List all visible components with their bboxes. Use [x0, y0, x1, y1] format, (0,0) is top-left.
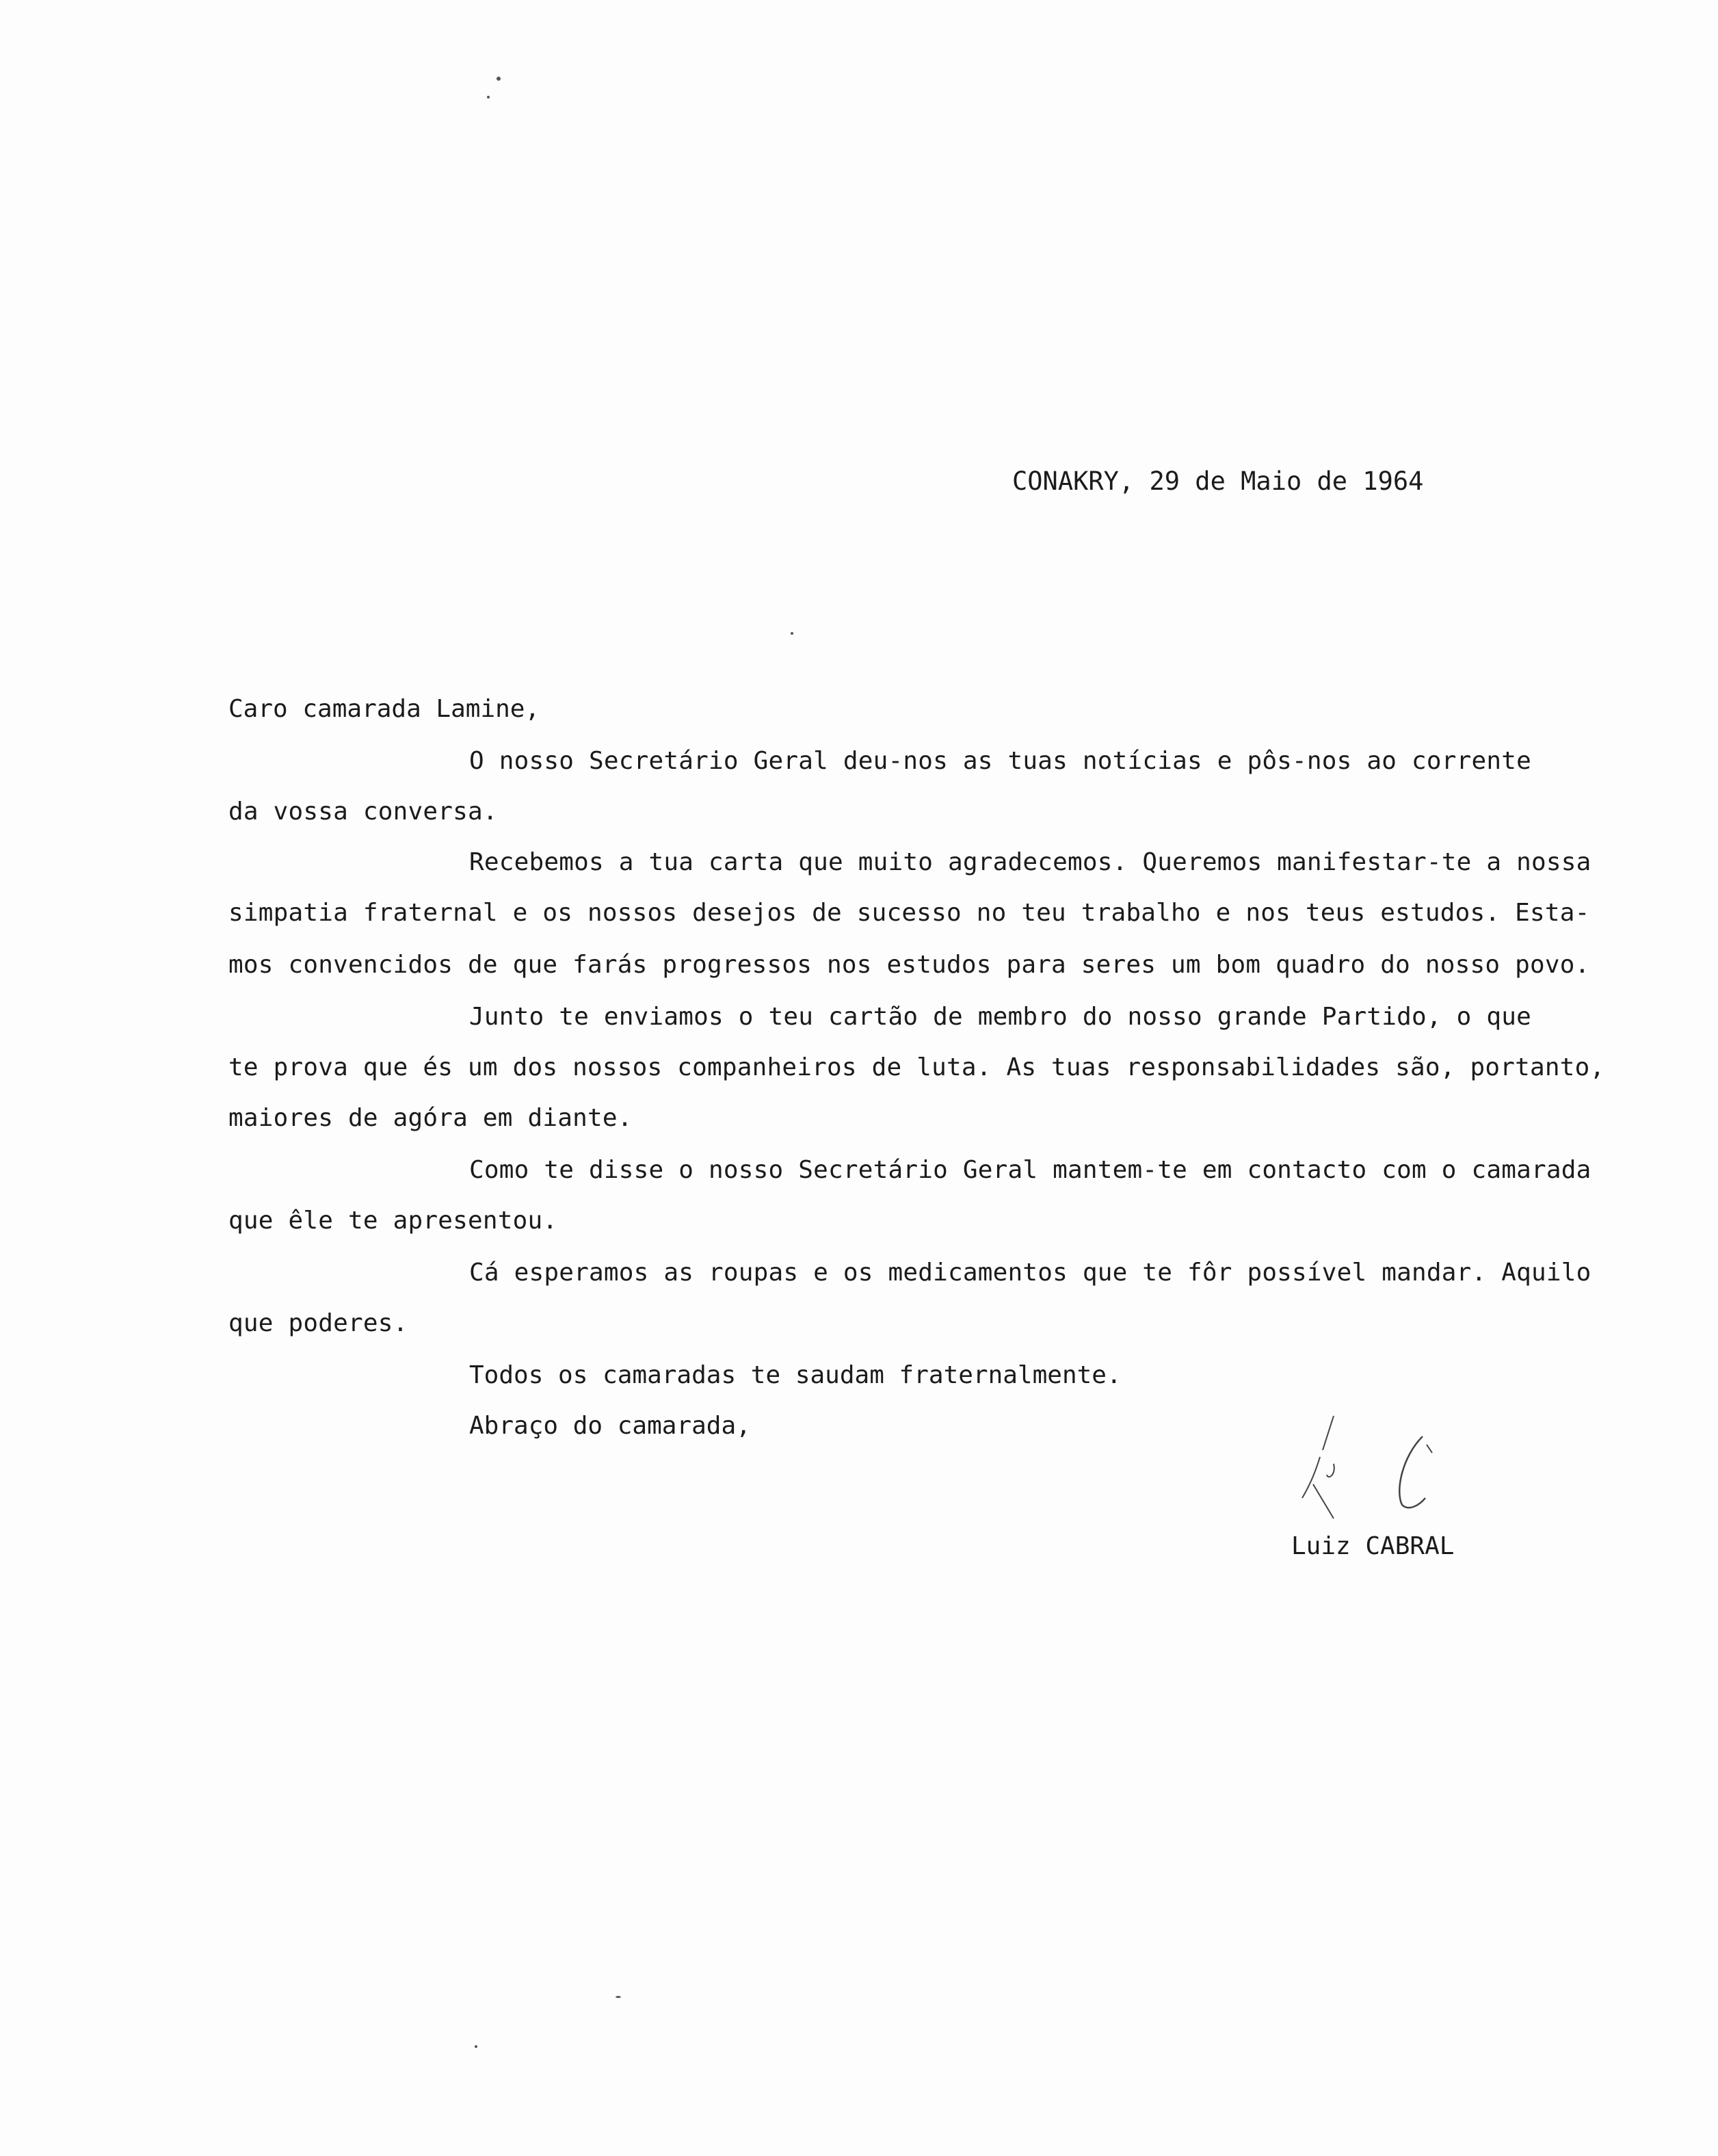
handwritten-signature — [1286, 1409, 1464, 1532]
body-line: Recebemos a tua carta que muito agradecemos. Queremos manifestar-te a nossa — [469, 848, 1591, 876]
body-line: que êle te apresentou. — [228, 1207, 558, 1235]
body-line: mos convencidos de que farás progressos nos estudos para seres um bom quadro do nosso povo. — [228, 951, 1590, 979]
salutation: Caro camarada Lamine, — [228, 695, 540, 723]
body-line: da vossa conversa. — [228, 798, 498, 826]
closing-embrace: Abraço do camarada, — [469, 1412, 751, 1440]
scan-speck — [791, 632, 793, 635]
body-line: Como te disse o nosso Secretário Geral mantem-te em contacto com o camarada — [469, 1156, 1591, 1184]
scan-speck — [616, 1996, 621, 1998]
body-line: O nosso Secretário Geral deu-nos as tuas notícias e pôs-nos ao corrente — [469, 747, 1532, 775]
scan-speck — [497, 77, 501, 81]
body-line: que poderes. — [228, 1309, 408, 1337]
body-line: te prova que és um dos nossos companheiros de luta. As tuas responsabilidades são, portanto, — [228, 1053, 1605, 1081]
dateline: CONAKRY, 29 de Maio de 1964 — [1012, 466, 1424, 496]
closing-greeting: Todos os camaradas te saudam fraternalmente. — [469, 1361, 1122, 1389]
body-line: Junto te enviamos o teu cartão de membro do nosso grande Partido, o que — [469, 1003, 1532, 1031]
body-line: Cá esperamos as roupas e os medicamentos que te fôr possível mandar. Aquilo — [469, 1259, 1591, 1287]
body-line: maiores de agóra em diante. — [228, 1104, 633, 1132]
body-line: simpatia fraternal e os nossos desejos de sucesso no teu trabalho e nos teus estudos. Esta- — [228, 899, 1590, 927]
scan-speck — [487, 96, 490, 98]
signer-name: Luiz CABRAL — [1291, 1532, 1455, 1560]
scan-speck — [475, 2045, 477, 2048]
